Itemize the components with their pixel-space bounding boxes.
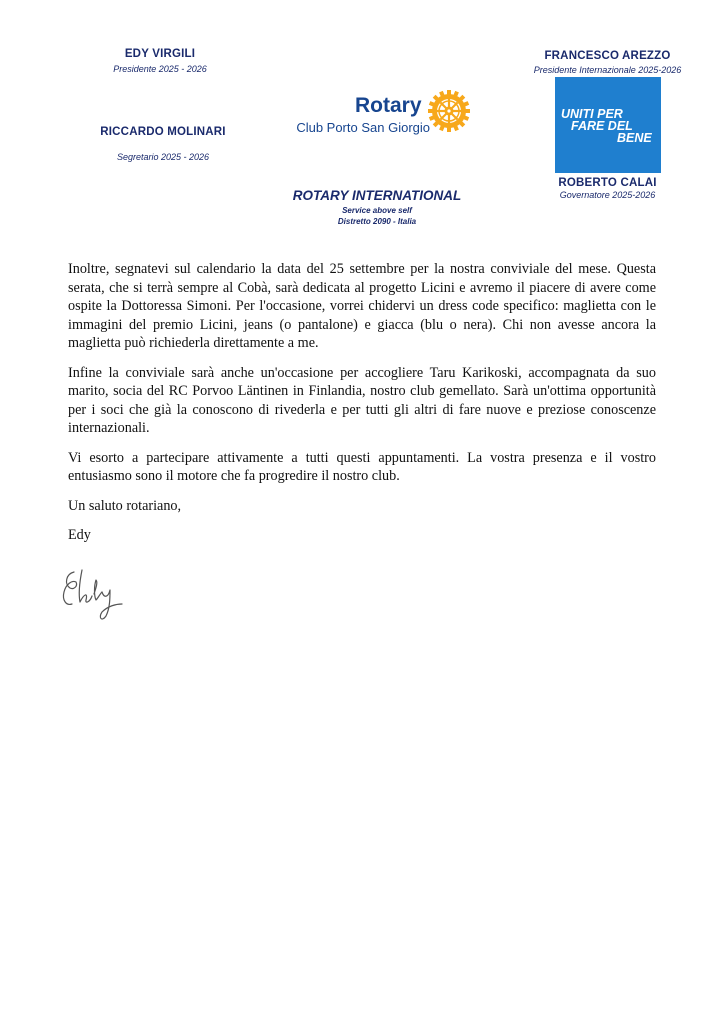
- theme-line-3: BENE: [617, 131, 652, 145]
- secretary-name: RICCARDO MOLINARI: [100, 126, 226, 138]
- handwritten-signature: [58, 562, 128, 624]
- rotary-club-logo: [285, 88, 475, 140]
- rotary-wordmark: Rotary: [355, 94, 422, 117]
- club-name: Club Porto San Giorgio: [296, 120, 430, 135]
- org-motto: Service above self: [342, 206, 412, 215]
- president-role: Presidente 2025 - 2026: [113, 64, 207, 74]
- secretary-role: Segretario 2025 - 2026: [116, 152, 210, 162]
- letter-body: [68, 260, 656, 556]
- org-title: ROTARY INTERNATIONAL: [292, 188, 462, 203]
- letter-closing: Un saluto rotariano,: [68, 497, 182, 514]
- president-name: EDY VIRGILI: [124, 48, 196, 60]
- theme-line-1: UNITI PER: [561, 107, 623, 121]
- international-president-name: FRANCESCO AREZZO: [544, 50, 671, 62]
- letter-paragraph: Infine la conviviale sarà anche un'occasione per accogliere Taru Karikoski, accompagnata da suo marito, socia del RC Porvoo Läntinen in Finlandia, nostro club gemellato. Sarà un'ottima opportunità per i soci che già la conoscono di rivederla e per tutti gli altri di fare nuove e preziose conoscenze internazionali.: [68, 364, 656, 436]
- org-district: Distretto 2090 - Italia: [337, 217, 417, 226]
- theme-line-2: FARE DEL: [571, 119, 633, 133]
- international-president-role: Presidente Internazionale 2025-2026: [533, 65, 682, 75]
- governor-role: Governatore 2025-2026: [559, 190, 656, 200]
- governor-name: ROBERTO CALAI: [558, 177, 657, 189]
- letter-sign-name: Edy: [68, 527, 91, 543]
- rotary-wheel-icon: [427, 89, 471, 133]
- letter-paragraph: Inoltre, segnatevi sul calendario la data del 25 settembre per la nostra conviviale del mese. Questa serata, che si terrà sempre al Cobà, sarà dedicata al progetto Licini e avremo il piacere di avere come ospite la Dottoressa Simoni. Per l'occasione, vorrei chidervi un dress code specifico: maglietta con le immagini del premio Licini, jeans (o pantalone) e giacca (blu o nera). Chi non avesse ancora la maglietta può richiederla direttamente a me.: [68, 261, 656, 351]
- theme-box: [555, 77, 661, 173]
- letter-paragraph: Vi esorto a partecipare attivamente a tutti questi appuntamenti. La vostra presenza e il vostro entusiasmo sono il motore che fa progredire il nostro club.: [68, 449, 656, 484]
